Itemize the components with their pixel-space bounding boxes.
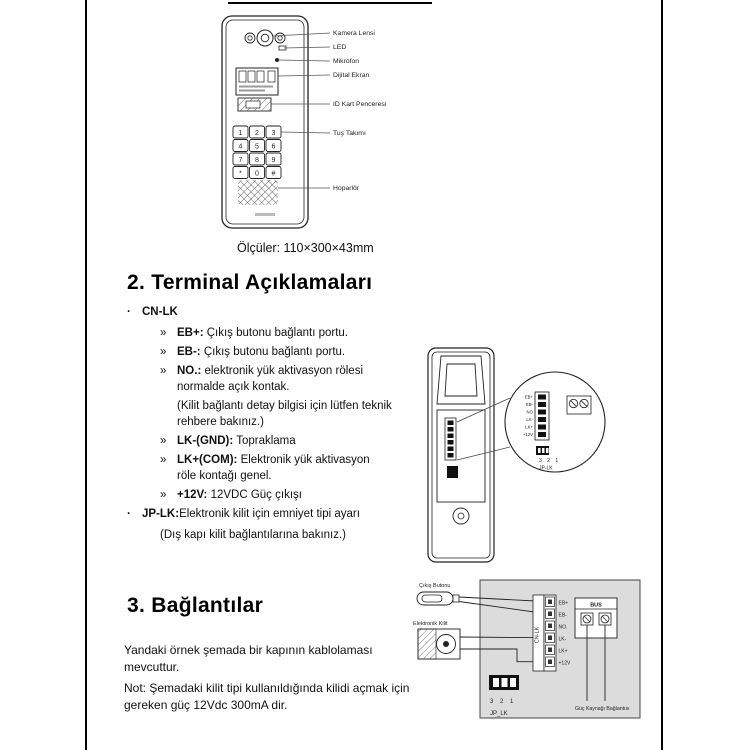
jp-lk-heading [127,506,427,522]
keypad-key-label: 3 [271,130,276,137]
scan-line-top [228,2,432,4]
bus-label: BUS [590,602,602,609]
id-card-window [238,98,271,111]
scan-edge-left [85,0,87,750]
terminal-label: EB+ [558,600,569,607]
section2-title: 2. Terminal Açıklamaları [127,271,373,294]
pin-label: LK- [526,417,533,422]
keypad-key-label: 4 [238,143,243,151]
keypad-key-label: * [239,170,242,178]
panel-label: Hoparlör [333,185,360,192]
marker-glyph: » [160,346,167,358]
panel-label: ID Kart Penceresi [333,101,387,108]
digital-display [236,68,278,95]
cn-lk-heading [127,304,427,320]
pin-label: EB+ [524,394,533,400]
wiring-jumper-pins-label: 3 2 1 [490,699,516,705]
jumper-name-label: JP-LK [539,465,553,472]
wiring-diagram [405,575,660,730]
panel-label: Tuş Takımı [333,130,366,137]
panel-label: Mikrofon [333,58,360,65]
wiring-jumper-block [489,675,519,690]
brand-mark [255,213,275,216]
electronic-lock-label: Elektronik Kilit [413,621,448,627]
section3-note-line2: gereken güç 12Vdc 300mA dir. [124,698,288,712]
terminal-desc: Çıkış butonu bağlantı portu. [203,346,346,358]
terminal-item-no [127,363,427,395]
panel-label: LED [333,44,347,51]
terminal-strip [544,595,556,671]
cn-lk-connector-label: CN-LK [534,626,541,644]
callout-jumper [536,446,549,455]
terminal-label: LK- [558,636,567,643]
marker-spacer [160,398,177,430]
section3-title: 3. Bağlantılar [127,594,264,617]
pin-label: +12V [522,432,533,437]
marker-glyph: » [160,365,167,377]
terminal-desc: 12VDC Güç çıkışı [210,489,302,501]
keypad-key-label: 0 [255,170,259,178]
terminal-item-12v [127,487,427,503]
section3-note-line1: Not: Şemadaki kilit tipi kullanıldığında kilidi açmak için [124,681,410,695]
marker-glyph: » [160,489,167,501]
terminal-term: NO.: [177,365,202,377]
terminal-list [127,304,427,543]
jp-lk-note: (Dış kapı kilit bağlantılarına bakınız.) [160,529,346,541]
dimensions-text: Ölçüler: 110×300×43mm [237,241,374,255]
keypad-key-label: # [271,170,276,178]
electronic-lock-symbol [418,629,460,659]
terminal-term: EB+: [177,327,204,339]
marker-glyph: » [160,435,167,447]
keypad-key-label: 7 [238,157,243,164]
keypad-key-label: 5 [255,143,259,151]
detail-callout-circle [505,372,605,472]
terminal-item-no-note [127,398,427,430]
exit-button-label: Çıkış Butonu [419,583,451,589]
jp-lk-term: JP-LK: [142,508,180,520]
terminal-term: LK+(COM): [177,454,238,466]
section3-paragraph: Yandaki örnek şemada bir kapının kablolaması mevcuttur. [124,643,373,674]
wiring-jumper-name-label: JP_LK [490,711,508,717]
panel-label: Dijital Ekran [333,72,370,79]
terminal-term: EB-: [177,346,201,358]
terminal-item-ebplus [127,325,427,341]
rear-panel-diagram [415,340,635,575]
bullet-glyph: · [127,306,131,318]
pin-label: NO [526,409,533,415]
terminal-item-lkminus [127,433,427,449]
terminal-label: EB- [558,612,567,619]
scan-edge-right [661,0,663,750]
terminal-term: LK-(GND): [177,435,234,447]
keypad-key-label: 9 [271,157,276,164]
keypad-key-label: 8 [255,157,259,164]
panel-label: Kamera Lensi [333,30,375,37]
marker-glyph: » [160,327,167,339]
rear-panel-body [428,348,494,562]
cn-lk-label: CN-LK [142,306,178,318]
exit-button-symbol [417,592,459,605]
terminal-item-lkplus [127,452,427,484]
terminal-item-ebminus [127,344,427,360]
keypad-key-label: 6 [271,143,276,151]
keypad-key-label: 1 [238,130,243,137]
power-supply-label: Güç Kaynağı Bağlantısı [575,706,630,712]
terminal-note: (Kilit bağlantı detay bilgisi için lütfen teknik rehbere bakınız.) [177,400,392,428]
terminal-desc: Elektronik yük aktivasyon röle kontağı genel. [177,454,370,482]
keypad-key-label: 2 [255,130,259,137]
speaker-grille [238,180,278,205]
microphone-hole [275,58,279,62]
pin-label: EB- [525,402,533,407]
terminal-desc: Topraklama [236,435,296,447]
terminal-label: NO. [558,624,568,631]
bus-box [575,598,617,638]
front-panel-diagram [180,8,430,238]
terminal-label: +12V [558,660,571,667]
terminal-term: +12V: [177,489,208,501]
panel-labels [333,30,387,192]
bullet-glyph: · [127,508,131,520]
terminal-label: LK+ [558,648,568,655]
terminal-desc: Çıkış butonu bağlantı portu. [206,327,349,339]
jumper-block-rear [447,466,458,478]
pin-label: LK+ [525,424,533,430]
jumper-pins-label: 3 2 1 [539,458,561,464]
terminal-desc: elektronik yük aktivasyon rölesi normalde açık kontak. [177,365,363,393]
jp-lk-desc: Elektronik kilit için emniyet tipi ayarı [179,508,360,520]
marker-glyph: » [160,454,167,466]
